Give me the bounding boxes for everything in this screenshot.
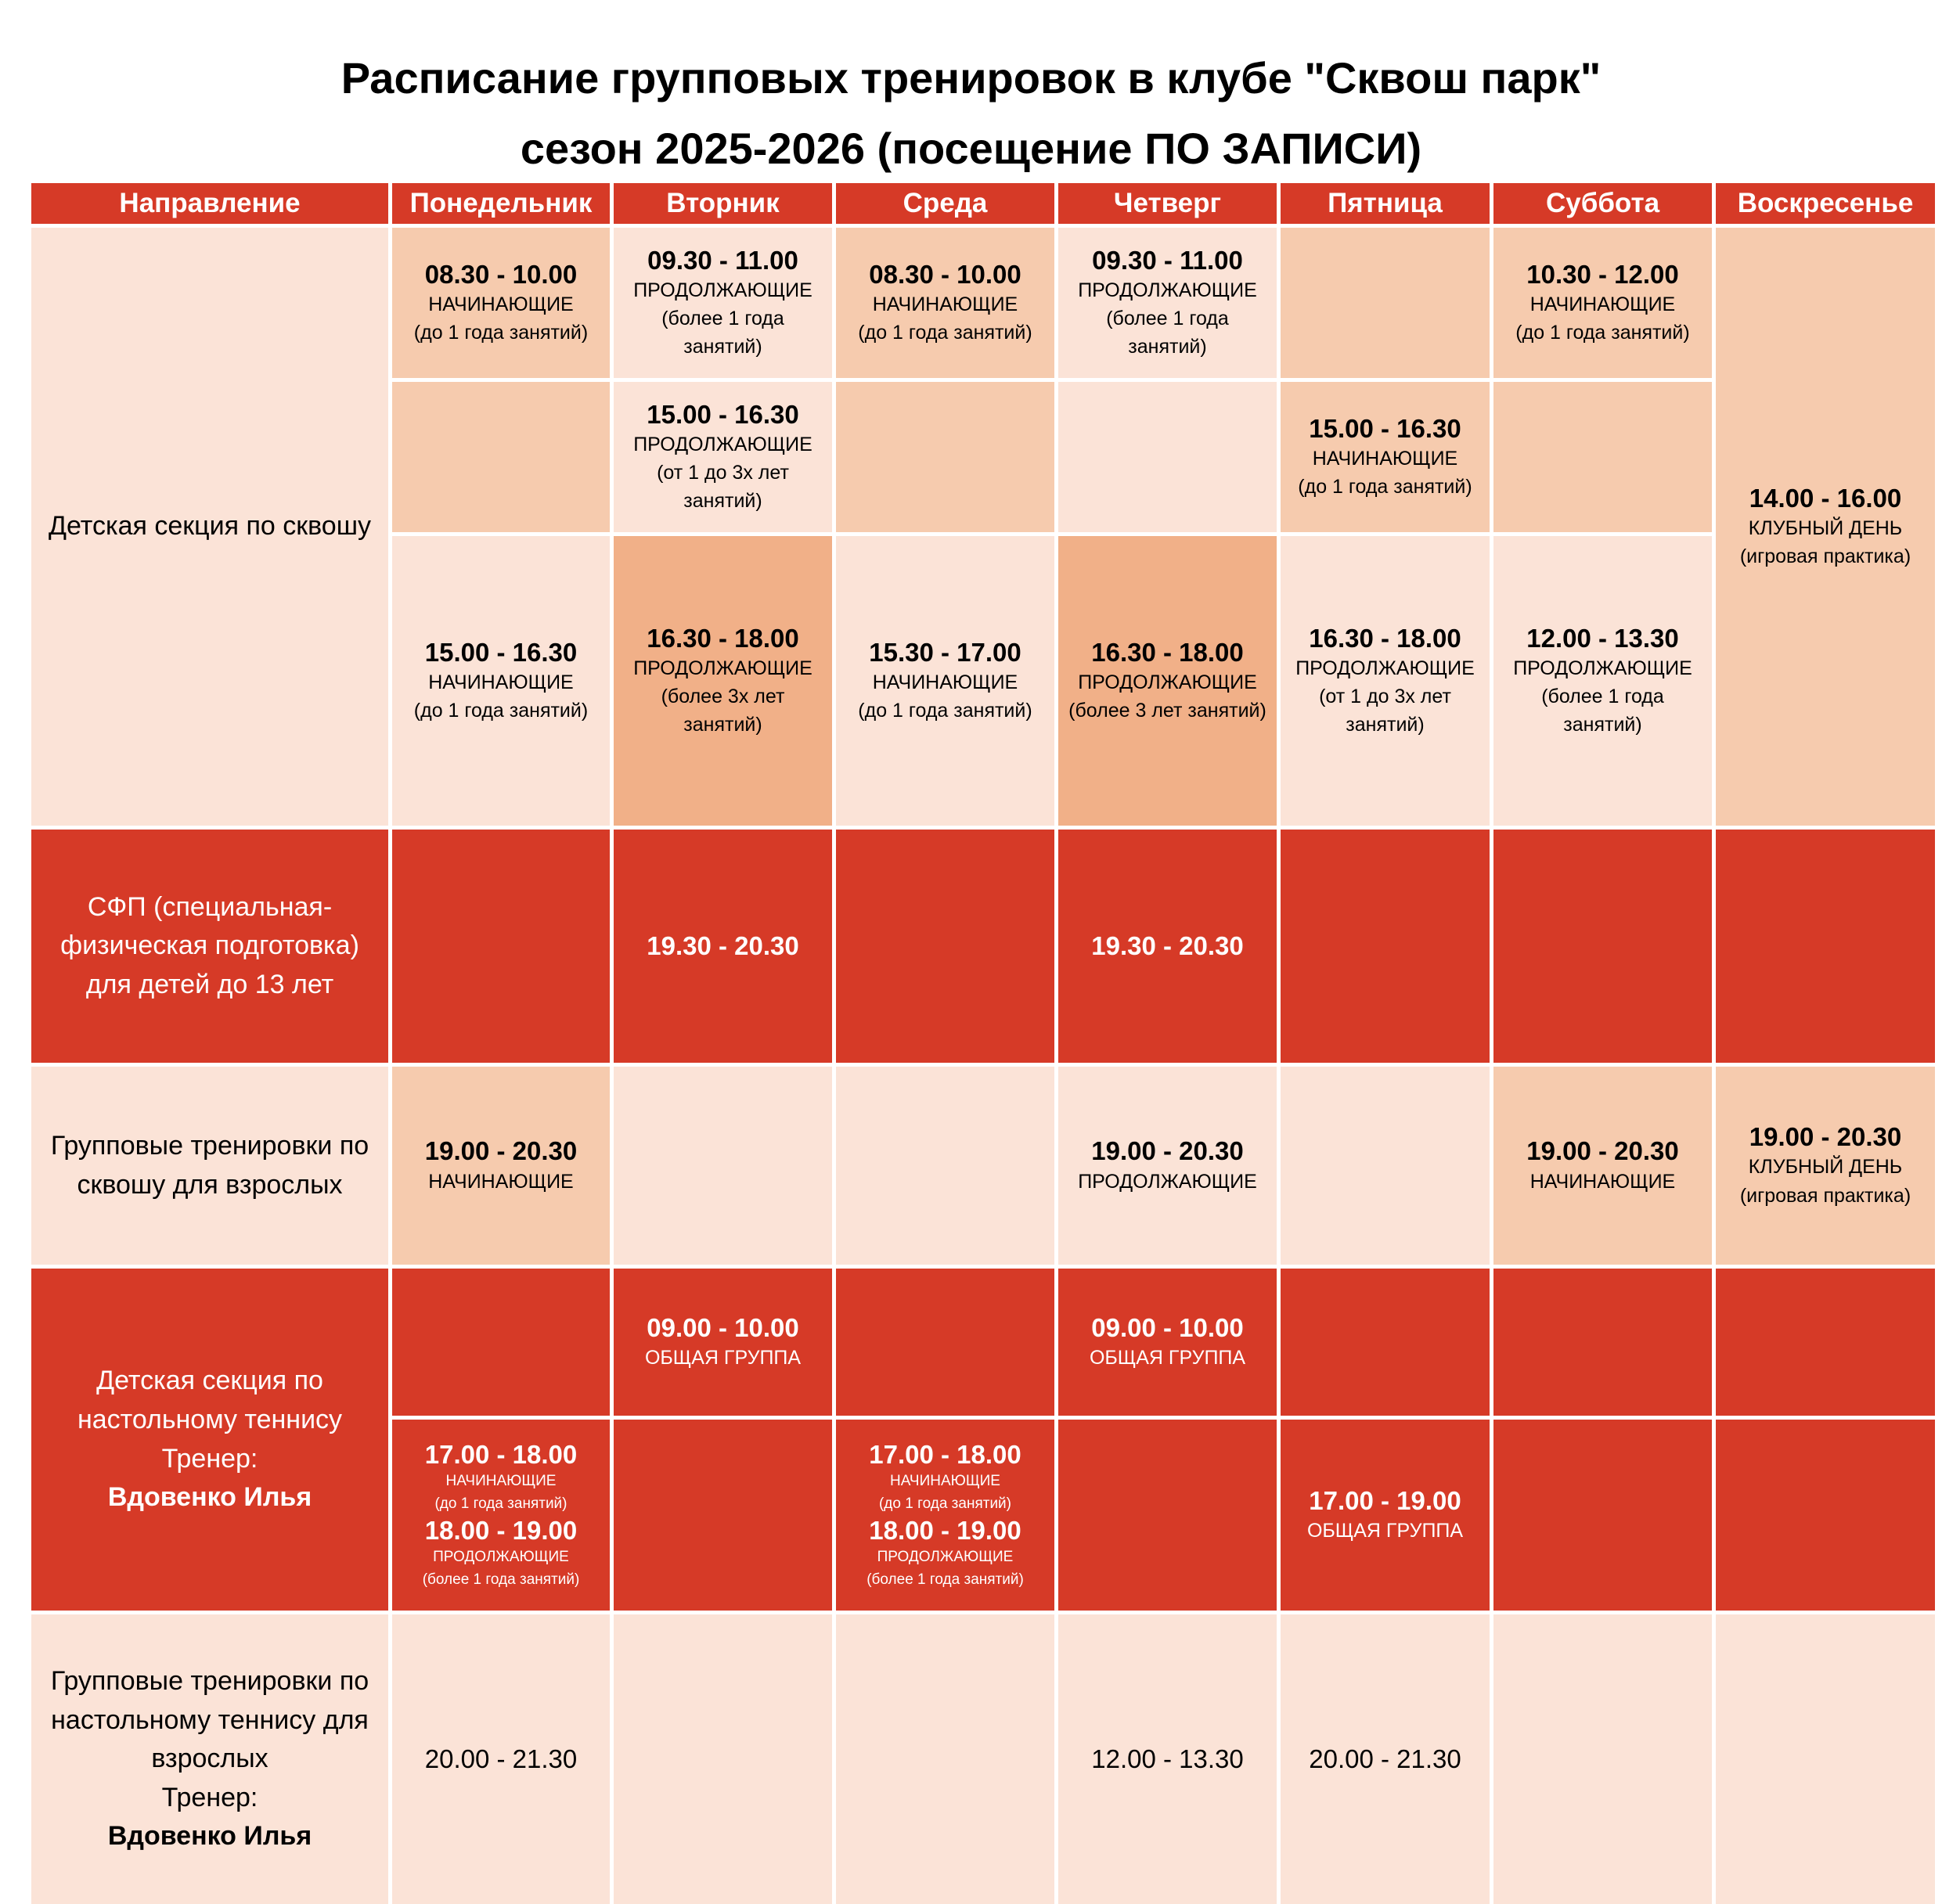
session-note: (до 1 года занятий) bbox=[858, 700, 1032, 722]
session-cell bbox=[614, 1269, 832, 1416]
session-time: 20.00 - 21.30 bbox=[424, 1744, 578, 1773]
empty-cell bbox=[1493, 1420, 1712, 1611]
empty-cell bbox=[1281, 1269, 1490, 1416]
session-cell bbox=[1281, 536, 1490, 826]
session-time: 17.00 - 19.00 bbox=[1309, 1485, 1461, 1515]
session-cell bbox=[392, 1420, 610, 1611]
session-level: НАЧИНАЮЩИЕ bbox=[1312, 447, 1458, 470]
session-time: 09.30 - 11.00 bbox=[1092, 245, 1243, 275]
session-level: НАЧИНАЮЩИЕ bbox=[428, 1170, 574, 1193]
session-time: 16.30 - 18.00 bbox=[1309, 623, 1461, 653]
session-time: 17.00 - 18.00 bbox=[869, 1439, 1021, 1469]
direction-label: настольному теннису для bbox=[51, 1704, 369, 1735]
direction-label: взрослых bbox=[151, 1744, 268, 1774]
empty-cell bbox=[614, 1067, 832, 1265]
session-time: 09.30 - 11.00 bbox=[647, 245, 798, 275]
session-time: 15.00 - 16.30 bbox=[647, 399, 799, 429]
empty-cell bbox=[1493, 1269, 1712, 1416]
session-level: НАЧИНАЮЩИЕ bbox=[445, 1473, 557, 1489]
empty-cell bbox=[1281, 1067, 1490, 1265]
direction-label: сквошу для взрослых bbox=[77, 1169, 343, 1200]
direction-squash-adults bbox=[31, 1067, 388, 1265]
direction-label: Детская секция по сквошу bbox=[48, 511, 371, 542]
session-level: ПРОДОЛЖАЮЩИЕ bbox=[633, 433, 812, 455]
direction-label: Тренер: bbox=[161, 1782, 258, 1812]
session-time: 08.30 - 10.00 bbox=[869, 259, 1021, 289]
session-cell bbox=[836, 1420, 1054, 1611]
empty-cell bbox=[1281, 228, 1490, 378]
header-direction: Направление bbox=[31, 183, 388, 224]
session-level: ПРОДОЛЖАЮЩИЕ bbox=[633, 279, 812, 301]
session-note: занятий) bbox=[1563, 714, 1642, 736]
session-time: 16.30 - 18.00 bbox=[647, 623, 799, 653]
coach-name: Вдовенко Илья bbox=[107, 1482, 312, 1513]
session-cell bbox=[1493, 1067, 1712, 1265]
session-note: (более 3 лет занятий) bbox=[1068, 700, 1266, 722]
session-time: 19.00 - 20.30 bbox=[1091, 1136, 1244, 1166]
session-time: 16.30 - 18.00 bbox=[1091, 637, 1244, 667]
coach-name: Вдовенко Илья bbox=[107, 1821, 312, 1852]
schedule-table bbox=[31, 183, 1914, 1881]
header-saturday: Суббота bbox=[1493, 183, 1712, 224]
session-level: НАЧИНАЮЩИЕ bbox=[890, 1473, 1000, 1489]
session-level: ПРОДОЛЖАЮЩИЕ bbox=[1078, 1170, 1257, 1193]
session-level: ПРОДОЛЖАЮЩИЕ bbox=[877, 1549, 1014, 1566]
session-cell bbox=[614, 536, 832, 826]
session-level: ПРОДОЛЖАЮЩИЕ bbox=[1295, 657, 1475, 679]
empty-cell bbox=[614, 1420, 832, 1611]
session-note: (более 1 года bbox=[1106, 308, 1229, 329]
session-cell bbox=[1493, 228, 1712, 378]
session-note: (до 1 года занятий) bbox=[858, 322, 1032, 344]
session-level: НАЧИНАЮЩИЕ bbox=[872, 293, 1018, 315]
session-time: 18.00 - 19.00 bbox=[424, 1516, 578, 1545]
session-cell bbox=[1058, 1614, 1277, 1904]
session-time: 08.30 - 10.00 bbox=[424, 259, 578, 289]
header-tuesday: Вторник bbox=[614, 183, 832, 224]
direction-squash-kids bbox=[31, 228, 388, 826]
session-cell bbox=[1058, 1067, 1277, 1265]
session-level: ПРОДОЛЖАЮЩИЕ bbox=[1513, 657, 1692, 679]
session-note: (до 1 года занятий) bbox=[1298, 476, 1472, 498]
session-cell bbox=[1281, 382, 1490, 532]
session-cell bbox=[392, 1614, 610, 1904]
session-note: занятий) bbox=[683, 490, 762, 513]
session-note: занятий) bbox=[1128, 336, 1207, 358]
session-cell bbox=[1058, 228, 1277, 378]
empty-cell bbox=[836, 1614, 1054, 1904]
empty-cell bbox=[836, 1067, 1054, 1265]
session-time: 12.00 - 13.30 bbox=[1526, 623, 1679, 653]
session-note: (более 1 года занятий) bbox=[867, 1571, 1024, 1588]
direction-label: Групповые тренировки по bbox=[50, 1130, 369, 1161]
session-time: 17.00 - 18.00 bbox=[424, 1439, 578, 1469]
header-wednesday: Среда bbox=[836, 183, 1054, 224]
session-time: 09.00 - 10.00 bbox=[647, 1312, 799, 1342]
session-note: занятий) bbox=[683, 336, 762, 358]
session-note: (до 1 года занятий) bbox=[413, 322, 589, 344]
direction-tt-adults bbox=[31, 1614, 388, 1904]
session-time: 19.00 - 20.30 bbox=[1749, 1122, 1902, 1152]
session-cell bbox=[614, 228, 832, 378]
empty-cell bbox=[1716, 1269, 1935, 1416]
session-cell bbox=[1058, 536, 1277, 826]
session-time: 10.30 - 12.00 bbox=[1526, 259, 1679, 289]
session-note: (до 1 года занятий) bbox=[878, 1495, 1011, 1512]
header-thursday: Четверг bbox=[1058, 183, 1277, 224]
session-note: (до 1 года занятий) bbox=[1515, 322, 1690, 344]
session-note: (игровая практика) bbox=[1739, 1184, 1911, 1207]
empty-cell bbox=[836, 830, 1054, 1063]
session-cell bbox=[836, 228, 1054, 378]
empty-cell bbox=[1716, 830, 1935, 1063]
session-time: 15.00 - 16.30 bbox=[424, 637, 578, 667]
empty-cell bbox=[392, 830, 610, 1063]
session-level: НАЧИНАЮЩИЕ bbox=[872, 671, 1018, 693]
session-cell bbox=[1281, 1614, 1490, 1904]
session-level: ПРОДОЛЖАЮЩИЕ bbox=[433, 1549, 569, 1566]
session-time: 09.00 - 10.00 bbox=[1091, 1312, 1244, 1342]
session-time: 12.00 - 13.30 bbox=[1091, 1744, 1244, 1773]
empty-cell bbox=[1716, 1420, 1935, 1611]
direction-sfp bbox=[31, 830, 388, 1063]
session-level: НАЧИНАЮЩИЕ bbox=[428, 671, 574, 693]
session-note: (более 1 года занятий) bbox=[422, 1571, 580, 1588]
session-level: КЛУБНЫЙ ДЕНЬ bbox=[1748, 516, 1903, 539]
session-cell bbox=[614, 830, 832, 1063]
session-time: 19.00 - 20.30 bbox=[1526, 1136, 1679, 1166]
session-level: НАЧИНАЮЩИЕ bbox=[1529, 1170, 1676, 1193]
header-sunday: Воскресенье bbox=[1716, 183, 1935, 224]
session-cell bbox=[1493, 536, 1712, 826]
header-monday: Понедельник bbox=[392, 183, 610, 224]
session-cell bbox=[1716, 228, 1935, 826]
page-subtitle: сезон 2025-2026 (посещение ПО ЗАПИСИ) bbox=[520, 124, 1422, 173]
session-time: 19.00 - 20.30 bbox=[424, 1136, 578, 1166]
session-note: занятий) bbox=[1346, 714, 1425, 736]
session-time: 14.00 - 16.00 bbox=[1749, 483, 1902, 513]
session-level: ПРОДОЛЖАЮЩИЕ bbox=[1078, 279, 1257, 301]
direction-label: Тренер: bbox=[161, 1443, 258, 1474]
session-cell bbox=[1058, 830, 1277, 1063]
empty-cell bbox=[392, 382, 610, 532]
direction-label: Групповые тренировки по bbox=[50, 1665, 369, 1696]
direction-label: физическая подготовка) bbox=[60, 930, 359, 961]
session-time: 15.30 - 17.00 bbox=[869, 637, 1021, 667]
session-level: НАЧИНАЮЩИЕ bbox=[1529, 293, 1676, 315]
session-level: НАЧИНАЮЩИЕ bbox=[428, 293, 574, 315]
session-cell bbox=[1058, 1269, 1277, 1416]
page-title: Расписание групповых тренировок в клубе "Сквош парк" bbox=[340, 53, 1602, 103]
session-cell bbox=[836, 536, 1054, 826]
direction-label: Детская секция по bbox=[96, 1366, 323, 1396]
session-note: (более 1 года bbox=[1541, 686, 1664, 707]
session-time: 18.00 - 19.00 bbox=[869, 1516, 1021, 1545]
direction-label: настольному теннису bbox=[77, 1404, 343, 1434]
empty-cell bbox=[1716, 1614, 1935, 1904]
empty-cell bbox=[1058, 382, 1277, 532]
header-friday: Пятница bbox=[1281, 183, 1490, 224]
session-level: ПРОДОЛЖАЮЩИЕ bbox=[1078, 671, 1257, 693]
session-cell bbox=[1716, 1067, 1935, 1265]
session-note: (от 1 до 3х лет bbox=[1319, 686, 1451, 707]
session-level: ОБЩАЯ ГРУППА bbox=[1306, 1520, 1464, 1542]
session-cell bbox=[1281, 1420, 1490, 1611]
session-note: (от 1 до 3х лет bbox=[657, 462, 789, 484]
session-cell bbox=[614, 382, 832, 532]
session-note: (до 1 года занятий) bbox=[434, 1495, 567, 1512]
empty-cell bbox=[1058, 1420, 1277, 1611]
session-cell bbox=[392, 536, 610, 826]
session-note: (игровая практика) bbox=[1739, 545, 1911, 568]
session-note: (более 3х лет bbox=[661, 686, 785, 707]
empty-cell bbox=[1281, 830, 1490, 1063]
empty-cell bbox=[392, 1269, 610, 1416]
session-time: 19.30 - 20.30 bbox=[647, 930, 799, 960]
session-level: ОБЩАЯ ГРУППА bbox=[1089, 1347, 1246, 1369]
session-note: (до 1 года занятий) bbox=[413, 700, 589, 722]
session-time: 19.30 - 20.30 bbox=[1091, 930, 1244, 960]
session-note: (более 1 года bbox=[661, 308, 784, 329]
session-level: ПРОДОЛЖАЮЩИЕ bbox=[633, 657, 812, 679]
empty-cell bbox=[614, 1614, 832, 1904]
session-cell bbox=[392, 228, 610, 378]
session-time: 15.00 - 16.30 bbox=[1309, 413, 1461, 443]
direction-label: СФП (специальная- bbox=[87, 891, 333, 922]
direction-label: для детей до 13 лет bbox=[85, 969, 334, 999]
empty-cell bbox=[836, 382, 1054, 532]
empty-cell bbox=[1493, 830, 1712, 1063]
empty-cell bbox=[1493, 1614, 1712, 1904]
session-time: 20.00 - 21.30 bbox=[1309, 1744, 1461, 1773]
session-note: занятий) bbox=[683, 714, 762, 736]
session-level: КЛУБНЫЙ ДЕНЬ bbox=[1748, 1156, 1903, 1179]
session-level: ОБЩАЯ ГРУППА bbox=[644, 1347, 802, 1369]
empty-cell bbox=[836, 1269, 1054, 1416]
empty-cell bbox=[1493, 382, 1712, 532]
direction-tt-kids bbox=[31, 1269, 388, 1611]
session-cell bbox=[392, 1067, 610, 1265]
